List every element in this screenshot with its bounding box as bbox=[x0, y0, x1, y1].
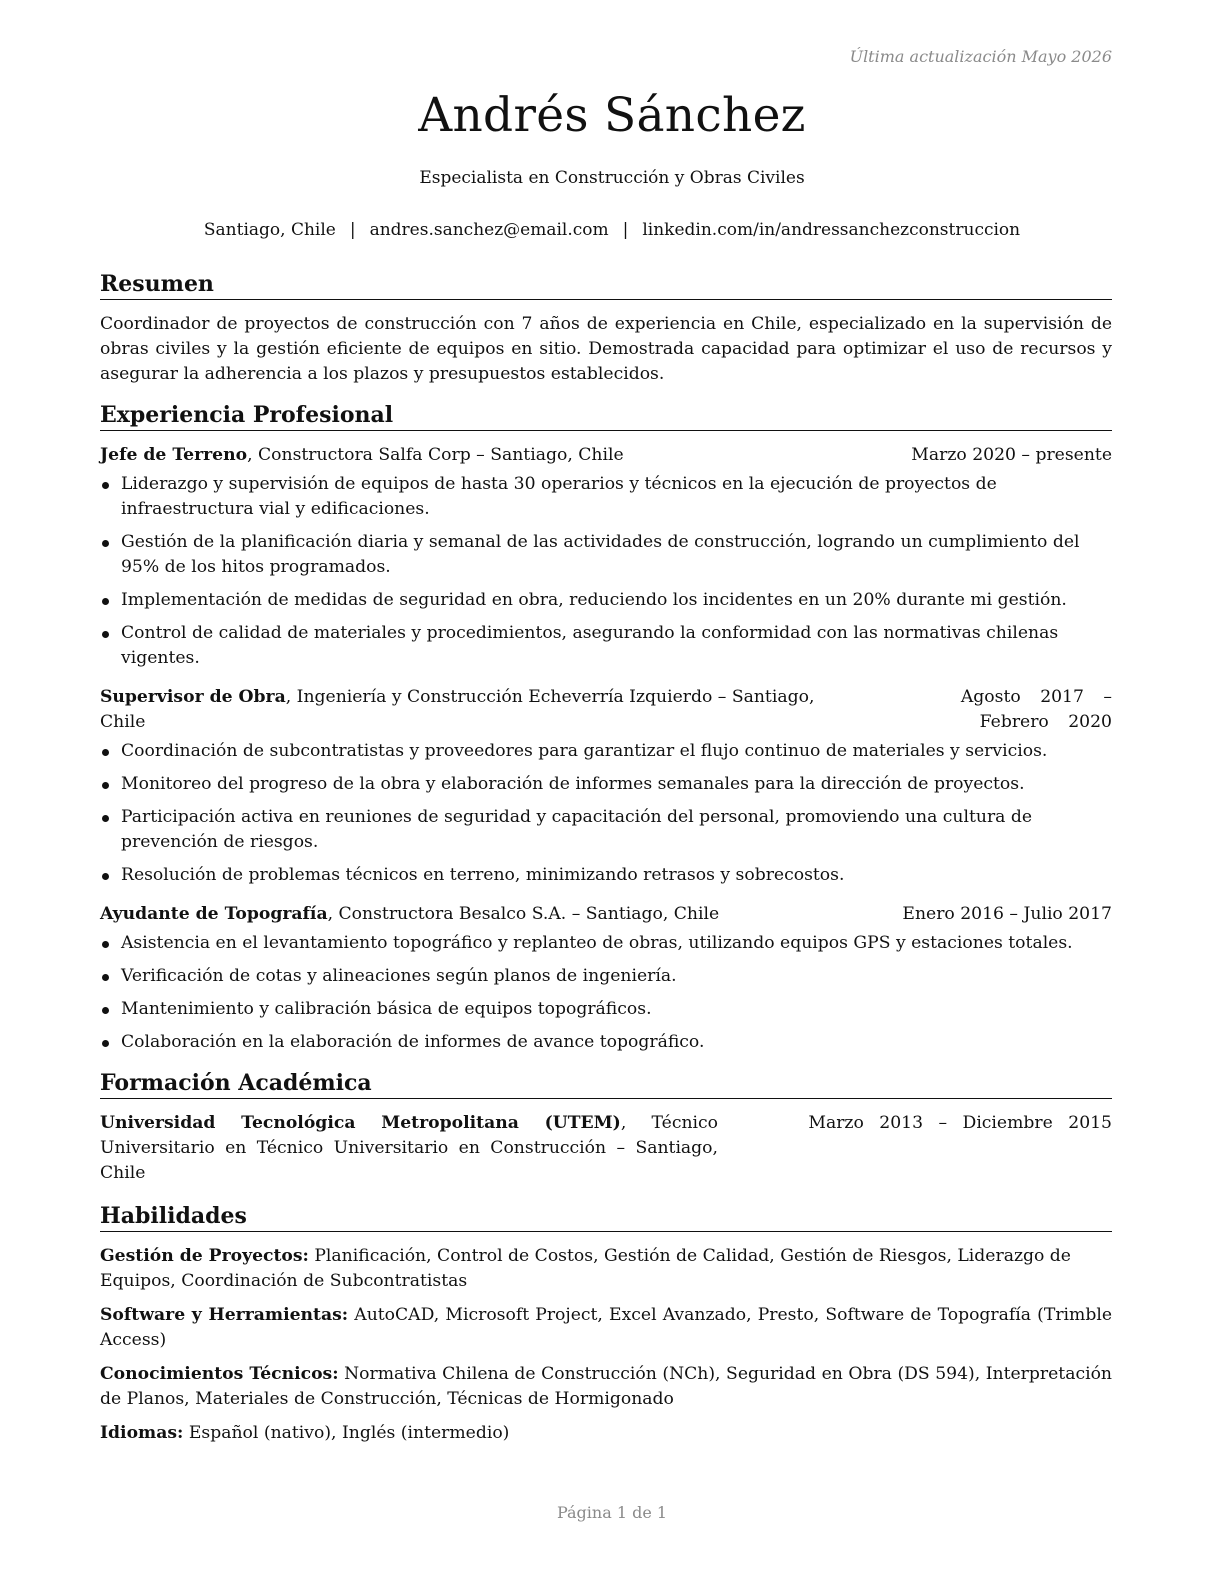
last-updated: Última actualización Mayo 2026 bbox=[849, 47, 1112, 66]
job-company: , Ingeniería y Construcción Echeverría Izquierdo – Santiago, Chile bbox=[100, 687, 815, 732]
job-company: , Constructora Salfa Corp – Santiago, Chile bbox=[247, 445, 624, 465]
education-dates: Marzo 2013 – Diciembre 2015 bbox=[808, 1113, 1112, 1133]
section-title-education: Formación Académica bbox=[100, 1069, 1112, 1099]
job-role: Ayudante de Topografía bbox=[100, 904, 328, 924]
summary-section bbox=[100, 270, 1112, 387]
job-header bbox=[100, 902, 1112, 927]
skills-section bbox=[100, 1202, 1112, 1446]
contact-line bbox=[0, 218, 1224, 243]
contact-linkedin[interactable]: linkedin.com/in/andressanchezconstruccion bbox=[642, 220, 1021, 240]
job-bullets bbox=[100, 472, 1112, 671]
skill-row bbox=[100, 1362, 1112, 1412]
skill-label: Gestión de Proyectos: bbox=[100, 1246, 309, 1266]
list-item: Verificación de cotas y alineaciones según planos de ingeniería. bbox=[100, 964, 1112, 989]
education-details: , Técnico Universitario en Técnico Universitario en Construcción – Santiago, Chile bbox=[100, 1113, 718, 1183]
contact-separator: | bbox=[622, 220, 629, 240]
skill-row bbox=[100, 1303, 1112, 1353]
list-item: Asistencia en el levantamiento topográfico y replanteo de obras, utilizando equipos GPS y estaciones totales. bbox=[100, 931, 1112, 956]
list-item: Gestión de la planificación diaria y semanal de las actividades de construcción, logrando un cumplimiento del 95% de los hitos programados. bbox=[100, 530, 1112, 580]
skill-value: Español (nativo), Inglés (intermedio) bbox=[183, 1423, 510, 1443]
list-item: Participación activa en reuniones de seguridad y capacitación del personal, promoviendo una cultura de prevención de riesgos. bbox=[100, 805, 1112, 855]
page-number: Página 1 de 1 bbox=[556, 1503, 668, 1522]
skill-value: Normativa Chilena de Construcción (NCh), Seguridad en Obra (DS 594), Interpretación de Planos, Materiales de Construcción, Técnicas de Hormigonado bbox=[100, 1364, 1112, 1409]
job-bullets bbox=[100, 739, 1112, 888]
job-title-line bbox=[100, 685, 855, 735]
contact-location: Santiago, Chile bbox=[203, 220, 336, 240]
job-entry bbox=[100, 443, 1112, 671]
job-company: , Constructora Besalco S.A. – Santiago, Chile bbox=[327, 904, 720, 924]
section-title-skills: Habilidades bbox=[100, 1202, 1112, 1232]
resume-body bbox=[100, 270, 1112, 1455]
contact-email[interactable]: andres.sanchez@email.com bbox=[369, 220, 609, 240]
job-header bbox=[100, 443, 1112, 468]
skill-value: Planificación, Control de Costos, Gestión de Calidad, Gestión de Riesgos, Liderazgo de Equipos, Coordinación de Subcontratistas bbox=[100, 1246, 1071, 1291]
job-entry bbox=[100, 685, 1112, 888]
education-entry bbox=[100, 1111, 1112, 1186]
skill-label: Software y Herramientas: bbox=[100, 1305, 349, 1325]
skill-value: AutoCAD, Microsoft Project, Excel Avanzado, Presto, Software de Topografía (Trimble Access) bbox=[100, 1305, 1112, 1350]
skill-label: Conocimientos Técnicos: bbox=[100, 1364, 339, 1384]
job-title-line bbox=[100, 443, 891, 468]
list-item: Control de calidad de materiales y procedimientos, asegurando la conformidad con las normativas chilenas vigentes. bbox=[100, 621, 1112, 671]
skill-row bbox=[100, 1244, 1112, 1294]
job-role: Supervisor de Obra bbox=[100, 687, 286, 707]
job-dates: Enero 2016 – Julio 2017 bbox=[902, 904, 1112, 924]
experience-section bbox=[100, 401, 1112, 1055]
section-title-experience: Experiencia Profesional bbox=[100, 401, 1112, 431]
job-dates: Marzo 2020 – presente bbox=[911, 445, 1112, 465]
education-institution-line bbox=[100, 1111, 718, 1186]
list-item: Monitoreo del progreso de la obra y elaboración de informes semanales para la dirección de proyectos. bbox=[100, 772, 1112, 797]
list-item: Resolución de problemas técnicos en terreno, minimizando retrasos y sobrecostos. bbox=[100, 863, 1112, 888]
education-section bbox=[100, 1069, 1112, 1186]
skill-row bbox=[100, 1421, 1112, 1446]
contact-separator: | bbox=[349, 220, 356, 240]
job-header bbox=[100, 685, 1112, 735]
list-item: Colaboración en la elaboración de informes de avance topográfico. bbox=[100, 1030, 1112, 1055]
job-bullets bbox=[100, 931, 1112, 1055]
summary-text: Coordinador de proyectos de construcción con 7 años de experiencia en Chile, especializado en la supervisión de obras civiles y la gestión eficiente de equipos en sitio. Demostrada capacidad para optimizar el uso de recursos y asegurar la adherencia a los plazos y presupuestos establecidos. bbox=[100, 314, 1112, 384]
list-item: Coordinación de subcontratistas y proveedores para garantizar el flujo continuo de materiales y servicios. bbox=[100, 739, 1112, 764]
job-title-line bbox=[100, 902, 882, 927]
list-item: Liderazgo y supervisión de equipos de hasta 30 operarios y técnicos en la ejecución de proyectos de infraestructura vial y edificaciones. bbox=[100, 472, 1112, 522]
candidate-subtitle: Especialista en Construcción y Obras Civiles bbox=[419, 168, 805, 188]
candidate-name: Andrés Sánchez bbox=[418, 88, 806, 143]
list-item: Implementación de medidas de seguridad en obra, reduciendo los incidentes en un 20% durante mi gestión. bbox=[100, 588, 1112, 613]
list-item: Mantenimiento y calibración básica de equipos topográficos. bbox=[100, 997, 1112, 1022]
job-entry bbox=[100, 902, 1112, 1055]
section-title-summary: Resumen bbox=[100, 270, 1112, 300]
skill-label: Idiomas: bbox=[100, 1423, 184, 1443]
job-dates: Agosto 2017 – Febrero 2020 bbox=[960, 687, 1112, 732]
education-institution: Universidad Tecnológica Metropolitana (UTEM) bbox=[100, 1113, 621, 1133]
job-role: Jefe de Terreno bbox=[100, 445, 248, 465]
